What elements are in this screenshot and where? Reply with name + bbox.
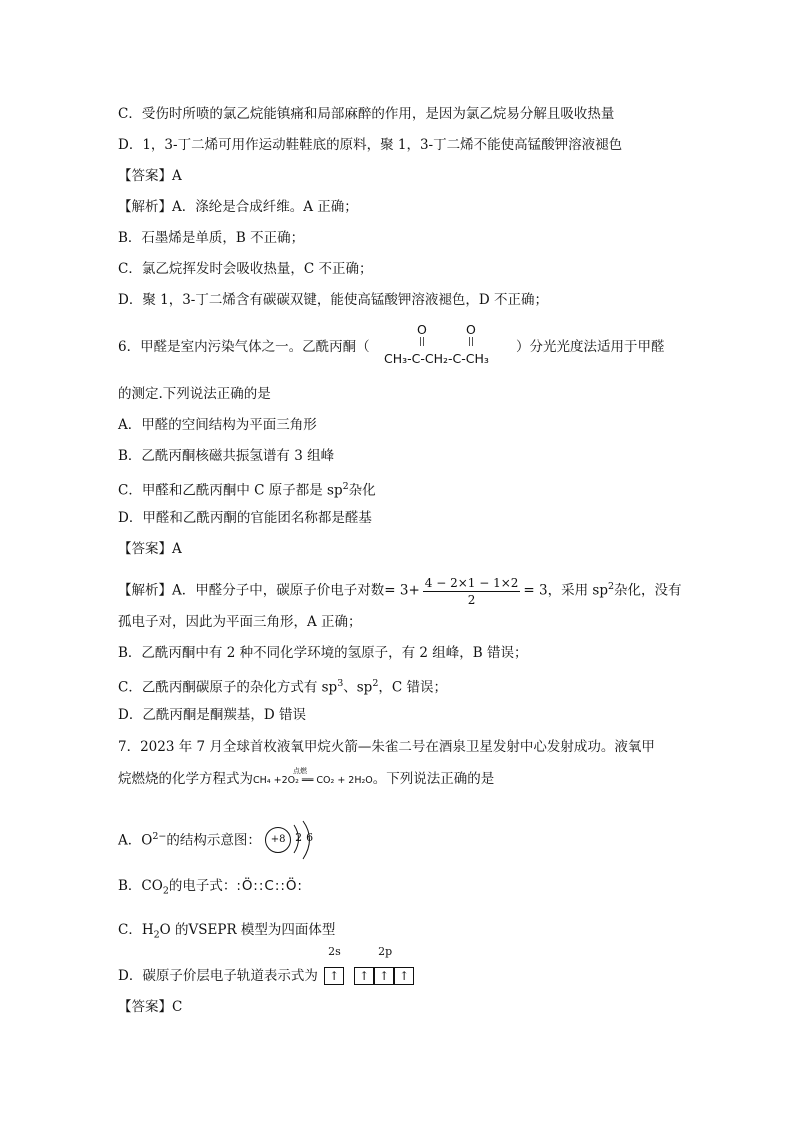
question-7-stem-cont: 烷燃烧的化学方程式为 点燃 CH₄ +2O₂ ══ CO₂ + 2H₂O。下列说法正确的是: [118, 770, 494, 790]
explanation-line: 孤电子对，因此为平面三角形，A 正确；: [118, 614, 362, 630]
explanation-line: 【解析】A．甲醛分子中，碳原子价电子对数= 3+ $\frac{4 - 2\times 1 - 1\times 2}{2}$ = 3，采用 $sp^2$杂化，没有: [118, 575, 682, 607]
explanation-line: D．聚 1，3-丁二烯含有碳碳双键，能使高锰酸钾溶液褪色，D 不正确；: [118, 292, 548, 308]
acetylacetone-structure: [384, 322, 514, 374]
orbital-label-2p: 2p: [378, 945, 393, 958]
explanation-line: B．乙酰丙酮中有 2 种不同化学环境的氢原子，有 2 组峰，B 错误；: [118, 645, 528, 661]
orbital-box-2s: ↑: [324, 967, 344, 985]
question-7-stem: 7．2023 年 7 月全球首枚液氧甲烷火箭—朱雀二号在酒泉卫星发射中心发射成功。液氧甲: [118, 739, 655, 755]
question-6-stem-cont: 的测定.下列说法正确的是: [118, 386, 271, 402]
option-c: C．甲醛和乙酰丙酮中 C 原子都是 $sp^2$杂化: [118, 481, 376, 499]
chemical-equation: 点燃 CH₄ +2O₂ ══ CO₂ + 2H₂O: [253, 767, 373, 786]
answer-label: 【答案】A: [118, 541, 182, 557]
option-a: A．甲醛的空间结构为平面三角形: [118, 417, 317, 433]
option-b: B．$CO_2$的电子式：:Ö::C::Ö:: [118, 878, 303, 897]
shell-2-count: 6: [306, 831, 314, 844]
double-bond: ||: [419, 337, 426, 347]
question-6-stem-cont: ）分光光度法适用于甲醛: [516, 339, 665, 355]
orbital-label-2s: 2s: [328, 945, 341, 958]
explanation-line: C．氯乙烷挥发时会吸收热量，C 不正确；: [118, 261, 373, 277]
option-a: A．$O^{2-}$的结构示意图： +8 2 6: [118, 815, 327, 859]
orbital-diagram: [322, 945, 422, 993]
orbital-box-2p: ↑: [374, 967, 394, 985]
option-c: C．$H_2O$ 的VSEPR 模型为四面体型: [118, 922, 336, 941]
answer-label: 【答案】A: [118, 168, 182, 184]
orbital-box-2p: ↑: [354, 967, 374, 985]
fraction: $\frac{4 - 2\times 1 - 1\times 2}{2}$: [424, 575, 519, 607]
explanation-line: 【解析】A．涤纶是合成纤维。A 正确；: [118, 199, 358, 215]
option-b: B．乙酰丙酮核磁共振氢谱有 3 组峰: [118, 448, 335, 464]
double-bond: ||: [468, 337, 475, 347]
shell-1-count: 2: [295, 831, 303, 844]
option-d: D．碳原子价层电子轨道表示式为 2s 2p ↑ ↑ ↑ ↑: [118, 953, 422, 993]
orbital-box-2p: ↑: [394, 967, 414, 985]
atom-structure-diagram: [265, 819, 327, 863]
question-6-stem: 6．甲醛是室内污染气体之一。乙酰丙酮（: [118, 339, 370, 355]
option-d: D．甲醛和乙酰丙酮的官能团名称都是醛基: [118, 510, 372, 526]
electron-formula: :Ö::C::Ö:: [236, 878, 303, 894]
explanation-line: B．石墨烯是单质，B 不正确；: [118, 230, 305, 246]
oxygen-atom: O: [417, 322, 427, 337]
structure-formula: CH₃-C-CH₂-C-CH₃: [384, 351, 489, 366]
text-line: C．受伤时所喷的氯乙烷能镇痛和局部麻醉的作用，是因为氯乙烷易分解且吸收热量: [118, 106, 615, 122]
text-line: D．1，3-丁二烯可用作运动鞋鞋底的原料，聚 1，3-丁二烯不能使高锰酸钾溶液褪色: [118, 137, 623, 153]
explanation-line: C．乙酰丙酮碳原子的杂化方式有 $sp^3$、$sp^2$，C 错误；: [118, 678, 447, 696]
nucleus: +8: [265, 827, 291, 853]
answer-label: 【答案】C: [118, 999, 183, 1015]
explanation-line: D．乙酰丙酮是酮羰基，D 错误: [118, 707, 306, 723]
oxygen-atom: O: [466, 322, 476, 337]
